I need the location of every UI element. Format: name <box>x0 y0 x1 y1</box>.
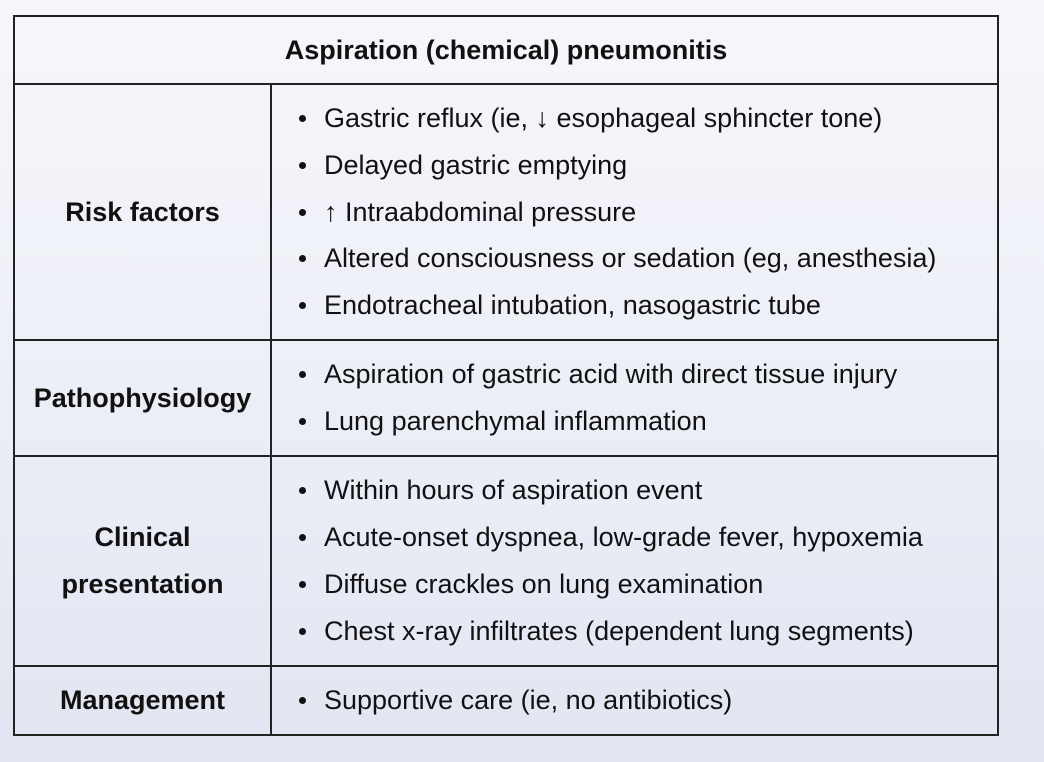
list-item: Delayed gastric emptying <box>299 142 936 189</box>
list-item: Acute-onset dyspnea, low-grade fever, hypoxemia <box>299 514 923 561</box>
list-item: Aspiration of gastric acid with direct tissue injury <box>299 351 897 398</box>
row-label-text: Risk factors <box>65 196 220 227</box>
list-item: Altered consciousness or sedation (eg, anesthesia) <box>299 235 936 282</box>
table-title: Aspiration (chemical) pneumonitis <box>15 17 997 85</box>
row-label-clinical-presentation <box>15 457 272 667</box>
list-item: Gastric reflux (ie, ↓ esophageal sphincter tone) <box>299 95 936 142</box>
row-label-management <box>15 667 272 734</box>
list-item: Lung parenchymal inflammation <box>299 398 897 445</box>
bullet-list <box>272 677 732 724</box>
row-label-text: Management <box>59 685 226 715</box>
list-item: Within hours of aspiration event <box>299 467 923 514</box>
row-content-risk-factors <box>272 85 997 341</box>
bullet-list <box>272 351 897 445</box>
row-label-risk-factors <box>15 85 272 341</box>
row-label-text: presentation <box>61 569 224 599</box>
row-content-management <box>272 667 997 734</box>
row-label-text: Pathophysiology <box>33 382 252 413</box>
row-content-clinical-presentation <box>272 457 997 667</box>
row-label-pathophysiology <box>15 341 272 457</box>
list-item: Diffuse crackles on lung examination <box>299 561 923 608</box>
bullet-list <box>272 95 936 329</box>
list-item: Chest x-ray infiltrates (dependent lung segments) <box>299 608 923 655</box>
list-item: Supportive care (ie, no antibiotics) <box>299 677 732 724</box>
row-content-pathophysiology <box>272 341 997 457</box>
list-item: Endotracheal intubation, nasogastric tube <box>299 282 936 329</box>
summary-table <box>13 15 999 736</box>
row-label-text: Clinical <box>94 522 191 552</box>
list-item: ↑ Intraabdominal pressure <box>299 189 936 236</box>
bullet-list <box>272 467 923 654</box>
